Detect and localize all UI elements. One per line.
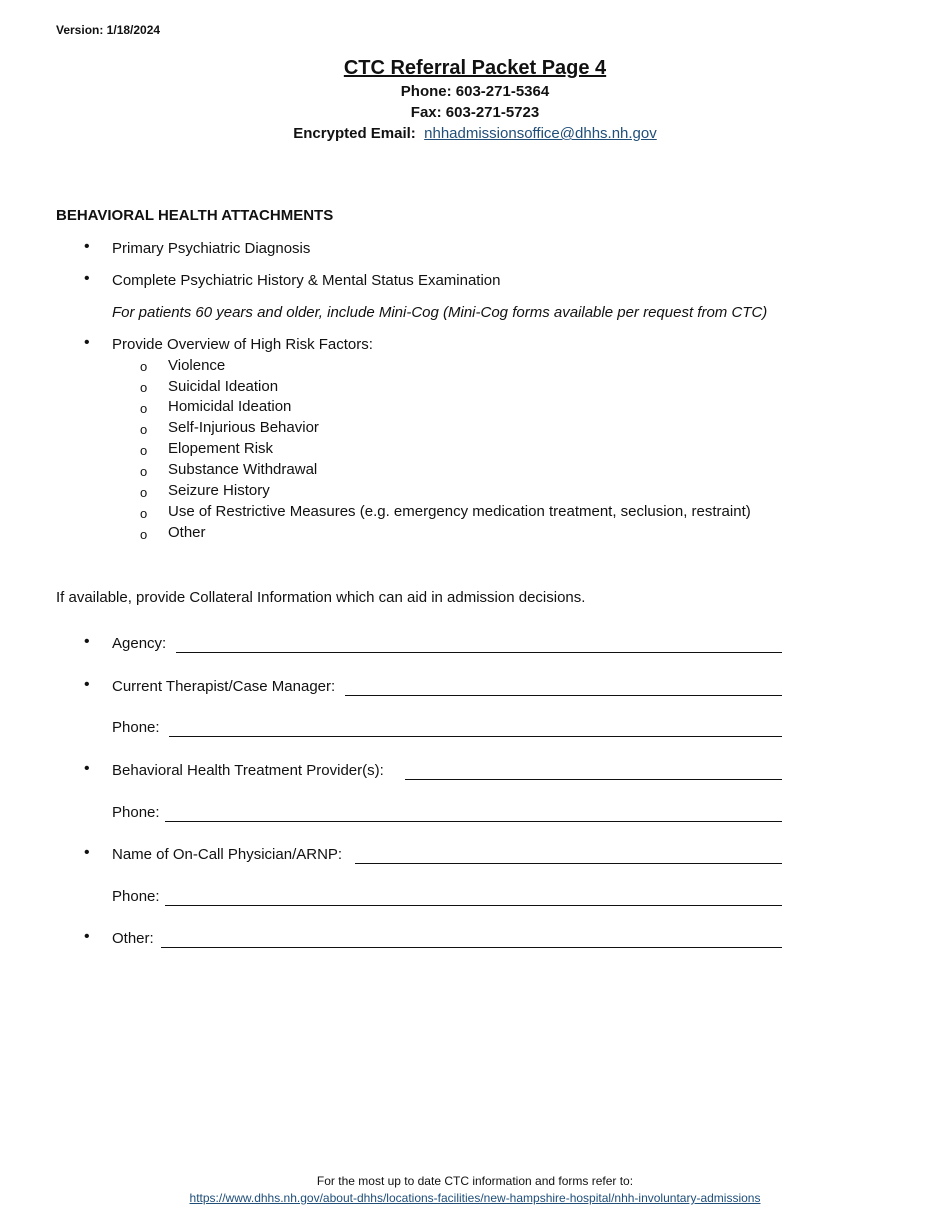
physician-field[interactable] bbox=[355, 863, 782, 864]
therapist-field[interactable] bbox=[345, 695, 782, 696]
physician-label: Name of On-Call Physician/ARNP: bbox=[112, 846, 343, 863]
header-fax: Fax: 603-271-5723 bbox=[410, 104, 540, 121]
risk-factor-item: Suicidal Ideation bbox=[168, 378, 279, 395]
email-label: Encrypted Email: bbox=[293, 125, 416, 142]
provider-phone-field[interactable] bbox=[165, 821, 782, 822]
provider-phone-label: Phone: bbox=[112, 804, 160, 821]
bullet-icon: • bbox=[84, 238, 90, 255]
risk-factor-item: Substance Withdrawal bbox=[168, 461, 318, 478]
provider-field[interactable] bbox=[405, 779, 782, 780]
agency-label: Agency: bbox=[112, 635, 167, 652]
sub-bullet-icon: o bbox=[140, 380, 148, 395]
header-email bbox=[0, 125, 950, 142]
section-title: BEHAVIORAL HEALTH ATTACHMENTS bbox=[56, 207, 334, 224]
page-title: CTC Referral Packet Page 4 bbox=[343, 57, 607, 79]
risk-factor-item: Homicidal Ideation bbox=[168, 398, 292, 415]
bullet-icon: • bbox=[84, 633, 90, 650]
collateral-intro: If available, provide Collateral Information which can aid in admission decisions. bbox=[56, 589, 586, 606]
bullet-icon: • bbox=[84, 676, 90, 693]
bullet-icon: • bbox=[84, 928, 90, 945]
footer-link[interactable]: https://www.dhhs.nh.gov/about-dhhs/locations-facilities/new-hampshire-hospital/nhh-involuntary-admissions bbox=[189, 1191, 761, 1205]
sub-bullet-icon: o bbox=[140, 359, 148, 374]
list-item-risk-factors: Provide Overview of High Risk Factors: bbox=[112, 336, 373, 353]
header-phone: Phone: 603-271-5364 bbox=[400, 83, 550, 100]
provider-label: Behavioral Health Treatment Provider(s): bbox=[112, 762, 384, 779]
risk-factor-item: Self-Injurious Behavior bbox=[168, 419, 319, 436]
sub-bullet-icon: o bbox=[140, 401, 148, 416]
bullet-icon: • bbox=[84, 760, 90, 777]
risk-factor-item: Use of Restrictive Measures (e.g. emergency medication treatment, seclusion, restraint) bbox=[168, 503, 751, 520]
list-item-diagnosis: Primary Psychiatric Diagnosis bbox=[112, 240, 311, 257]
footer-text: For the most up to date CTC information and forms refer to: bbox=[316, 1174, 634, 1188]
agency-field[interactable] bbox=[176, 652, 782, 653]
other-label: Other: bbox=[112, 930, 154, 947]
email-link[interactable]: nhhadmissionsoffice@dhhs.nh.gov bbox=[424, 125, 657, 142]
therapist-phone-field[interactable] bbox=[169, 736, 782, 737]
sub-bullet-icon: o bbox=[140, 464, 148, 479]
other-field[interactable] bbox=[161, 947, 782, 948]
sub-bullet-icon: o bbox=[140, 527, 148, 542]
version-label: Version: 1/18/2024 bbox=[56, 23, 161, 37]
sub-bullet-icon: o bbox=[140, 506, 148, 521]
sub-bullet-icon: o bbox=[140, 443, 148, 458]
list-item-history: Complete Psychiatric History & Mental Status Examination bbox=[112, 272, 501, 289]
physician-phone-label: Phone: bbox=[112, 888, 160, 905]
mini-cog-note: For patients 60 years and older, include Mini-Cog (Mini-Cog forms available per request from CTC) bbox=[112, 304, 768, 321]
therapist-phone-label: Phone: bbox=[112, 719, 160, 736]
bullet-icon: • bbox=[84, 334, 90, 351]
risk-factor-item: Elopement Risk bbox=[168, 440, 274, 457]
sub-bullet-icon: o bbox=[140, 485, 148, 500]
risk-factor-item: Other bbox=[168, 524, 206, 541]
risk-factor-item: Violence bbox=[168, 357, 226, 374]
sub-bullet-icon: o bbox=[140, 422, 148, 437]
bullet-icon: • bbox=[84, 270, 90, 287]
risk-factor-item: Seizure History bbox=[168, 482, 270, 499]
therapist-label: Current Therapist/Case Manager: bbox=[112, 678, 336, 695]
physician-phone-field[interactable] bbox=[165, 905, 782, 906]
bullet-icon: • bbox=[84, 844, 90, 861]
